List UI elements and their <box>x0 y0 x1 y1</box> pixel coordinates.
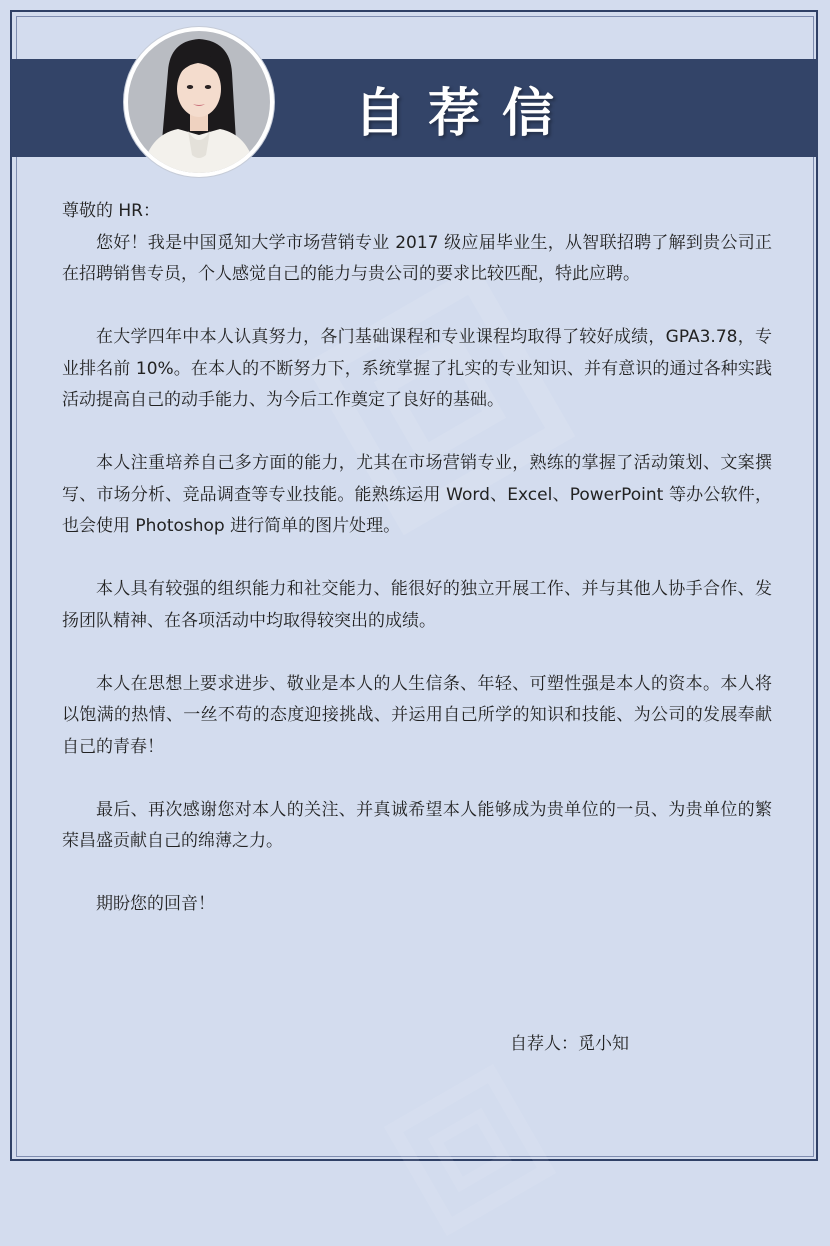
paragraph-teamwork: 本人具有较强的组织能力和社交能力、能很好的独立开展工作、并与其他人协手合作、发扬团队精神、在各项活动中均取得较突出的成绩。 <box>62 579 772 631</box>
paragraph-closing: 期盼您的回音！ <box>96 894 215 914</box>
paragraph-intro: 您好！我是中国觅知大学市场营销专业 2017 级应届毕业生，从智联招聘了解到贵公司正在招聘销售专员，个人感觉自己的能力与贵公司的要求比较匹配，特此应聘。 <box>62 232 772 284</box>
paragraph-skills: 本人注重培养自己多方面的能力，尤其在市场营销专业，熟练的掌握了活动策划、文案撰写、市场分析、竞品调查等专业技能。能熟练运用 Word、Excel、PowerPoint 等办公软件，也会使用 Photoshop 进行简单的图片处理。 <box>62 453 772 536</box>
portrait-photo <box>128 31 270 173</box>
page-title: 自荐信 <box>353 83 576 144</box>
letter-body <box>62 196 772 921</box>
signature: 自荐人：觅小知 <box>510 1034 629 1054</box>
avatar <box>124 27 274 177</box>
paragraph-thanks: 最后、再次感谢您对本人的关注、并真诚希望本人能够成为贵单位的一员、为贵单位的繁荣昌盛贡献自己的绵薄之力。 <box>62 799 772 851</box>
paragraph-academics: 在大学四年中本人认真努力，各门基础课程和专业课程均取得了较好成绩，GPA3.78，专业排名前 10%。在本人的不断努力下，系统掌握了扎实的专业知识、并有意识的通过各种实践活动提高自己的动手能力、为今后工作奠定了良好的基础。 <box>62 327 772 410</box>
salutation: 尊敬的 HR： <box>62 201 160 221</box>
paragraph-attitude: 本人在思想上要求进步、敬业是本人的人生信条、年轻、可塑性强是本人的资本。本人将以饱满的热情、一丝不苟的态度迎接挑战、并运用自己所学的知识和技能、为公司的发展奉献自己的青春！ <box>62 673 772 757</box>
